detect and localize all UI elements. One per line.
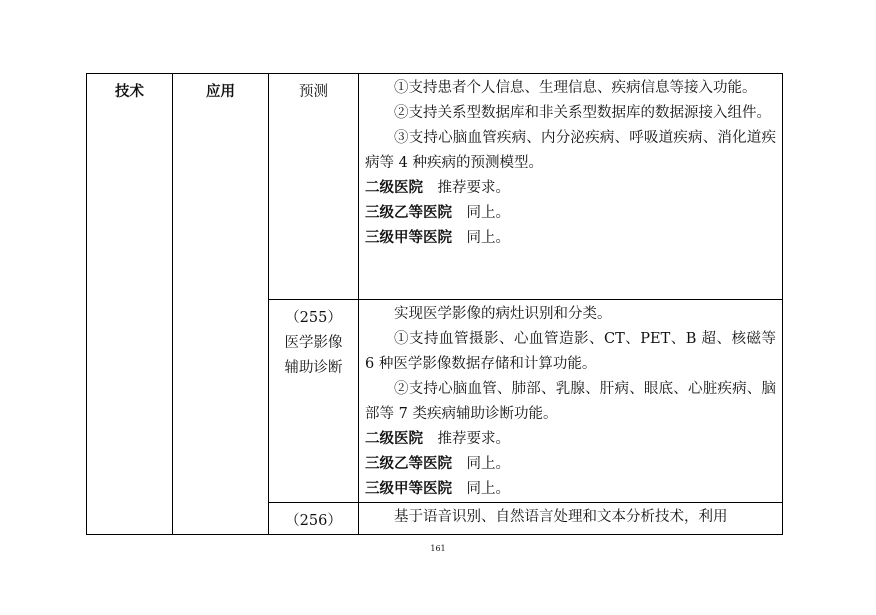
item-description-prediction	[359, 74, 783, 300]
grade-line	[365, 477, 776, 502]
grade-level: 二级医院	[365, 180, 423, 196]
grade-level: 三级乙等医院	[365, 205, 452, 221]
category-cell: 技术	[87, 74, 173, 535]
grade-text: 推荐要求。	[437, 180, 510, 196]
requirements-table	[86, 73, 783, 535]
item-title: 医学影像	[284, 335, 343, 351]
item-name-next	[269, 503, 359, 535]
requirement-paragraph: ②支持关系型数据库和非关系型数据库的数据源接入组件。	[394, 105, 771, 121]
item-number: （256）	[285, 513, 342, 529]
grade-level: 三级乙等医院	[365, 456, 452, 472]
item-name-imaging	[269, 300, 359, 503]
application-cell: 应用	[173, 74, 269, 535]
grade-level: 三级甲等医院	[365, 230, 452, 246]
item-title: 辅助诊断	[284, 360, 343, 376]
requirement-paragraph: ①支持患者个人信息、生理信息、疾病信息等接入功能。	[394, 80, 757, 96]
grade-line	[365, 176, 776, 201]
requirement-paragraph: ③支持心脑血管疾病、内分泌疾病、呼吸道疾病、消化道疾病等 4 种疾病的预测模型。	[365, 130, 776, 171]
item-description-next	[359, 503, 783, 535]
requirement-paragraph: ②支持心脑血管、肺部、乳腺、肝病、眼底、心脏疾病、脑部等 7 类疾病辅助诊断功能。	[365, 381, 776, 422]
requirement-paragraph: ①支持血管摄影、心血管造影、CT、PET、B 超、核磁等 6 种医学影像数据存储和计算功能。	[365, 331, 776, 372]
grade-text: 推荐要求。	[437, 431, 510, 447]
table-row	[87, 74, 783, 300]
grade-line	[365, 427, 776, 452]
grade-text: 同上。	[466, 481, 510, 497]
page-number: 161	[430, 544, 446, 553]
grade-text: 同上。	[466, 205, 510, 221]
grade-level: 二级医院	[365, 431, 423, 447]
grade-text: 同上。	[466, 456, 510, 472]
grade-line	[365, 201, 776, 226]
item-name-prediction	[269, 74, 359, 300]
requirement-paragraph: 实现医学影像的病灶识别和分类。	[394, 306, 612, 322]
requirement-paragraph: 基于语音识别、自然语言处理和文本分析技术，利用	[394, 509, 728, 525]
grade-text: 同上。	[466, 230, 510, 246]
grade-line	[365, 452, 776, 477]
item-description-imaging	[359, 300, 783, 503]
item-title: 预测	[299, 84, 328, 100]
grade-line	[365, 226, 776, 251]
grade-level: 三级甲等医院	[365, 481, 452, 497]
item-number: （255）	[285, 310, 342, 326]
